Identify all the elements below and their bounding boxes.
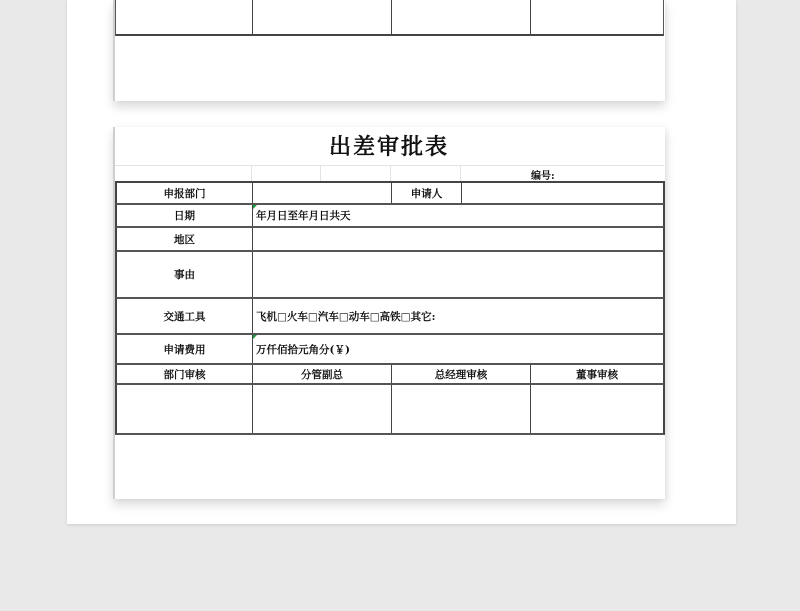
- column-divider: [391, 0, 392, 34]
- row-reason: [115, 252, 665, 299]
- transport-label: 交通工具: [117, 299, 253, 333]
- row-approval-headers: [115, 365, 665, 385]
- row-region: [115, 228, 665, 252]
- serial-gridline-row: [115, 165, 664, 181]
- date-value: 年月日至年月日共天: [256, 210, 351, 222]
- approval-sign-department[interactable]: [117, 385, 253, 433]
- approval-sign-vp[interactable]: [253, 385, 392, 433]
- serial-number-label: 编号:: [531, 171, 555, 182]
- transport-field[interactable]: 飞机□火车□汽车□动车□高铁□其它:: [256, 310, 436, 323]
- row-cost: [115, 335, 665, 365]
- date-field[interactable]: [253, 205, 663, 226]
- approval-header-director: 董事审核: [576, 368, 618, 381]
- region-label: 地区: [117, 228, 253, 250]
- approval-sign-gm[interactable]: [392, 385, 531, 433]
- cost-value: 万仟佰拾元角分(￥): [256, 343, 350, 356]
- approval-signature-row-previous: [115, 0, 664, 36]
- approval-header-vp: 分管副总: [253, 365, 392, 383]
- form-title: 出差审批表: [328, 134, 449, 160]
- approval-header-department: 部门审核: [117, 365, 253, 383]
- approval-sign-director[interactable]: [531, 385, 663, 433]
- cell-indicator-icon: [253, 205, 257, 209]
- row-department: [115, 181, 665, 205]
- applicant-field[interactable]: [462, 183, 663, 203]
- row-approval-signatures: [115, 385, 665, 435]
- cell-indicator-icon: [253, 335, 257, 339]
- region-field[interactable]: [253, 228, 663, 250]
- date-label: 日期: [117, 205, 253, 226]
- column-divider: [252, 0, 253, 34]
- row-date: [115, 205, 665, 228]
- row-transport: [115, 299, 665, 335]
- approval-header-gm: 总经理审核: [392, 365, 531, 383]
- cost-field[interactable]: [253, 335, 663, 363]
- applicant-label: 申请人: [392, 183, 462, 203]
- approval-form-table: [115, 181, 665, 435]
- column-divider: [530, 0, 531, 34]
- reason-field[interactable]: [253, 252, 663, 297]
- department-field[interactable]: [253, 183, 392, 203]
- department-label: 申报部门: [117, 183, 253, 203]
- form-page: [113, 127, 665, 499]
- previous-page: [113, 0, 665, 101]
- reason-label: 事由: [117, 252, 253, 297]
- cost-label: 申请费用: [117, 335, 253, 363]
